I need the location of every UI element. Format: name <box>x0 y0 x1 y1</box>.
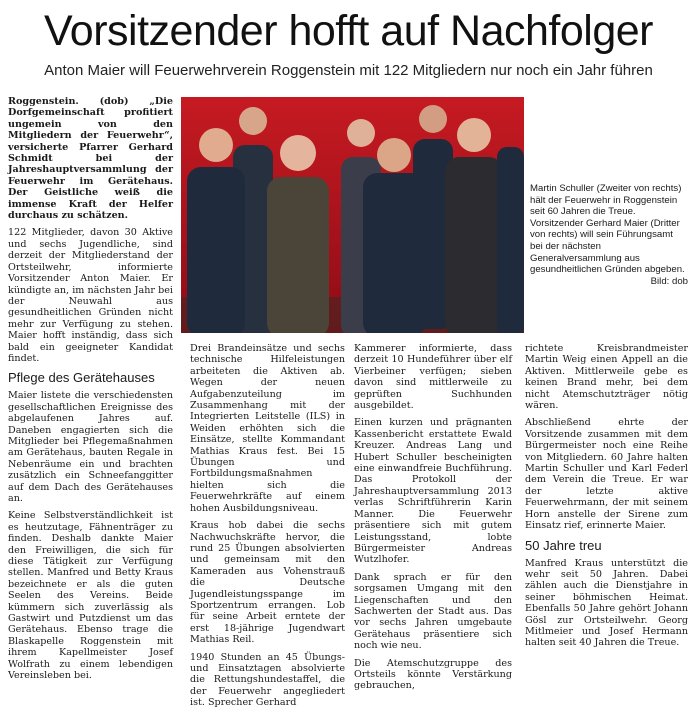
paragraph: Kraus hob dabei die sechs Nachwuchskräfte hervor, die rund 25 Übungen absolvierten und gemeinsam mit den Kameraden aus Vohenstrauß die Deutsche Jugendleistungsspange im Sportzentrum errangen. Lob für seine Arbeit erntete der erst 18-jährige Jugendwart Mathias Reil. <box>190 520 345 646</box>
caption-text: Martin Schuller (Zweiter von rechts) hält der Feuerwehr in Roggenstein seit 60 Jahren die Treue. Vorsitzender Gerhard Maier (Dritter von rechts) will sein Führungsamt bei der nächsten Generalversammlung aus gesundheitlichen Gründen abgeben. <box>530 183 685 276</box>
paragraph: Drei Brandeinsätze und sechs technische Hilfeleistungen arbeiteten die Aktiven ab. Wegen der neuen Aufgabenzuteilung im Zusammenhang mit der Integrierten Leitstelle (ILS) in Weiden erhöhten sich die Einsätze, stellte Kommandant Mathias Kraus fest. Bei 15 Übungen und Fortbildungsmaßnahmen hielten sich die Feuerwehrkräfte auf einem hohen Ausbildungsniveau. <box>190 343 345 514</box>
paragraph: Dank sprach er für den sorgsamen Umgang mit den Liegenschaften und den Sachwerten der Stadt aus. Das vor sechs Jahren umgebaute Gerätehaus präsentiere sich noch wie neu. <box>354 571 512 652</box>
paragraph: Manfred Kraus unterstützt die wehr seit 50 Jahren. Dabei zählen auch die Dienstjahre in seiner böhmischen Heimat. Ebenfalls 50 Jahre gehört Johann Gösl zur Ortsteilwehr. Georg Mitlmeier und Josef Hermann halten seit 40 Jahren die Treue. <box>525 557 688 649</box>
column-2 <box>190 343 345 715</box>
photo-caption <box>530 183 688 287</box>
paragraph: 122 Mitglieder, davon 30 Aktive und sechs Jugendliche, sind derzeit der Mitgliederstand der Ortsteilwehr, informierte Vorsitzender Anton Maier. Er kündigte an, im nächsten Jahr bei der Neuwahl aus gesundheitlichen Gründen nicht mehr zur Verfügung zu stehen. Maier hofft inständig, dass sich bald ein geeigneter Kandidat findet. <box>8 227 173 364</box>
group-photo <box>181 97 524 333</box>
subheadline: Anton Maier will Feuerwehrverein Roggenstein mit 122 Mitgliedern nur noch ein Jahr führen <box>44 62 653 79</box>
paragraph: Die Atemschutzgruppe des Ortsteils könnte Verstärkung gebrauchen, <box>354 657 512 692</box>
paragraph: Maier listete die verschiedensten gesellschaftlichen Ereignisse des abgelaufenen Jahres auf. Daneben engagierten sich die Mitglieder bei Pflegemaßnahmen am Gerätehaus, bauten Regale in Nebenräume ein und brachten zusätzlich ein Schneefanggitter auf dem Dach des Gerätehauses an. <box>8 390 173 504</box>
headline: Vorsitzender hofft auf Nachfolger <box>44 7 653 55</box>
paragraph: richtete Kreisbrandmeister Martin Weig einen Appell an die Aktiven. Mittlerweile gebe es keinen Brand mehr, bei dem nicht Atemschutzträger nötig wären. <box>525 343 688 412</box>
lead-paragraph: Roggenstein. (dob) „Die Dorfgemeinschaft profitiert ungemein von den Mitgliedern der Feuerwehr“, versicherte Pfarrer Gerhard Schmidt bei der Jahreshauptversammlung der Feuerwehr im Gerätehaus. Der Geistliche weiß die immense Kraft der Helfer durchaus zu schätzen. <box>8 96 173 222</box>
paragraph: 1940 Stunden an 45 Übungs- und Einsatztagen absolvierte die Rettungshundestaffel, die der Feuerwehr angegliedert ist. Sprecher Gerhard <box>190 651 345 709</box>
paragraph: Einen kurzen und prägnanten Kassenbericht erstattete Ewald Kreuzer. Andreas Lang und Hubert Schuller bescheinigten eine einwandfreie Buchführung. Das Protokoll der Jahreshauptversammlung 2013 verlas Schriftführerin Karin Manner. Die Feuerwehr präsentiere sich mit gutem Leistungsstand, lobte Bürgermeister Andreas Wutzlhofer. <box>354 417 512 566</box>
photo-credit: Bild: dob <box>650 275 688 287</box>
paragraph: Keine Selbstverständlichkeit ist es heutzutage, Fähnenträger zu finden. Deshalb dankte Maier den Freiwilligen, die sich für diese Tätigkeit zur Verfügung stellen. Manfred und Betty Kraus bezeichnete er als die guten Seelen des Vereins. Beide kümmern sich zuverlässig als Gastwirt und Putzdienst um das Gerätehaus. Ebenso trage die Blaskapelle Roggenstein mit ihrem Kapellmeister Josef Wolfrath zu einem lebendigen Vereinsleben bei. <box>8 510 173 682</box>
section-heading: 50 Jahre treu <box>525 537 602 553</box>
column-1 <box>8 96 173 688</box>
column-3 <box>354 343 512 698</box>
paragraph: Abschließend ehrte der Vorsitzende zusammen mit dem Bürgermeister noch eine Reihe von Mitgliedern. 60 Jahre halten Martin Schuller und Karl Federl dem Verein die Treue. Er war der letzte aktive Feuerwehrmann, der mit seinem Horn anstelle der Sirene zum Einsatz rief, erinnerte Maier. <box>525 417 688 532</box>
section-heading: Pflege des Gerätehauses <box>8 370 155 386</box>
paragraph: Kammerer informierte, dass derzeit 10 Hundeführer über elf Vierbeiner verfügen; sieben davon sind mittlerweile zu geprüften Suchhunden ausgebildet. <box>354 343 512 412</box>
photo-illustration <box>181 97 524 333</box>
column-4 <box>525 343 688 655</box>
